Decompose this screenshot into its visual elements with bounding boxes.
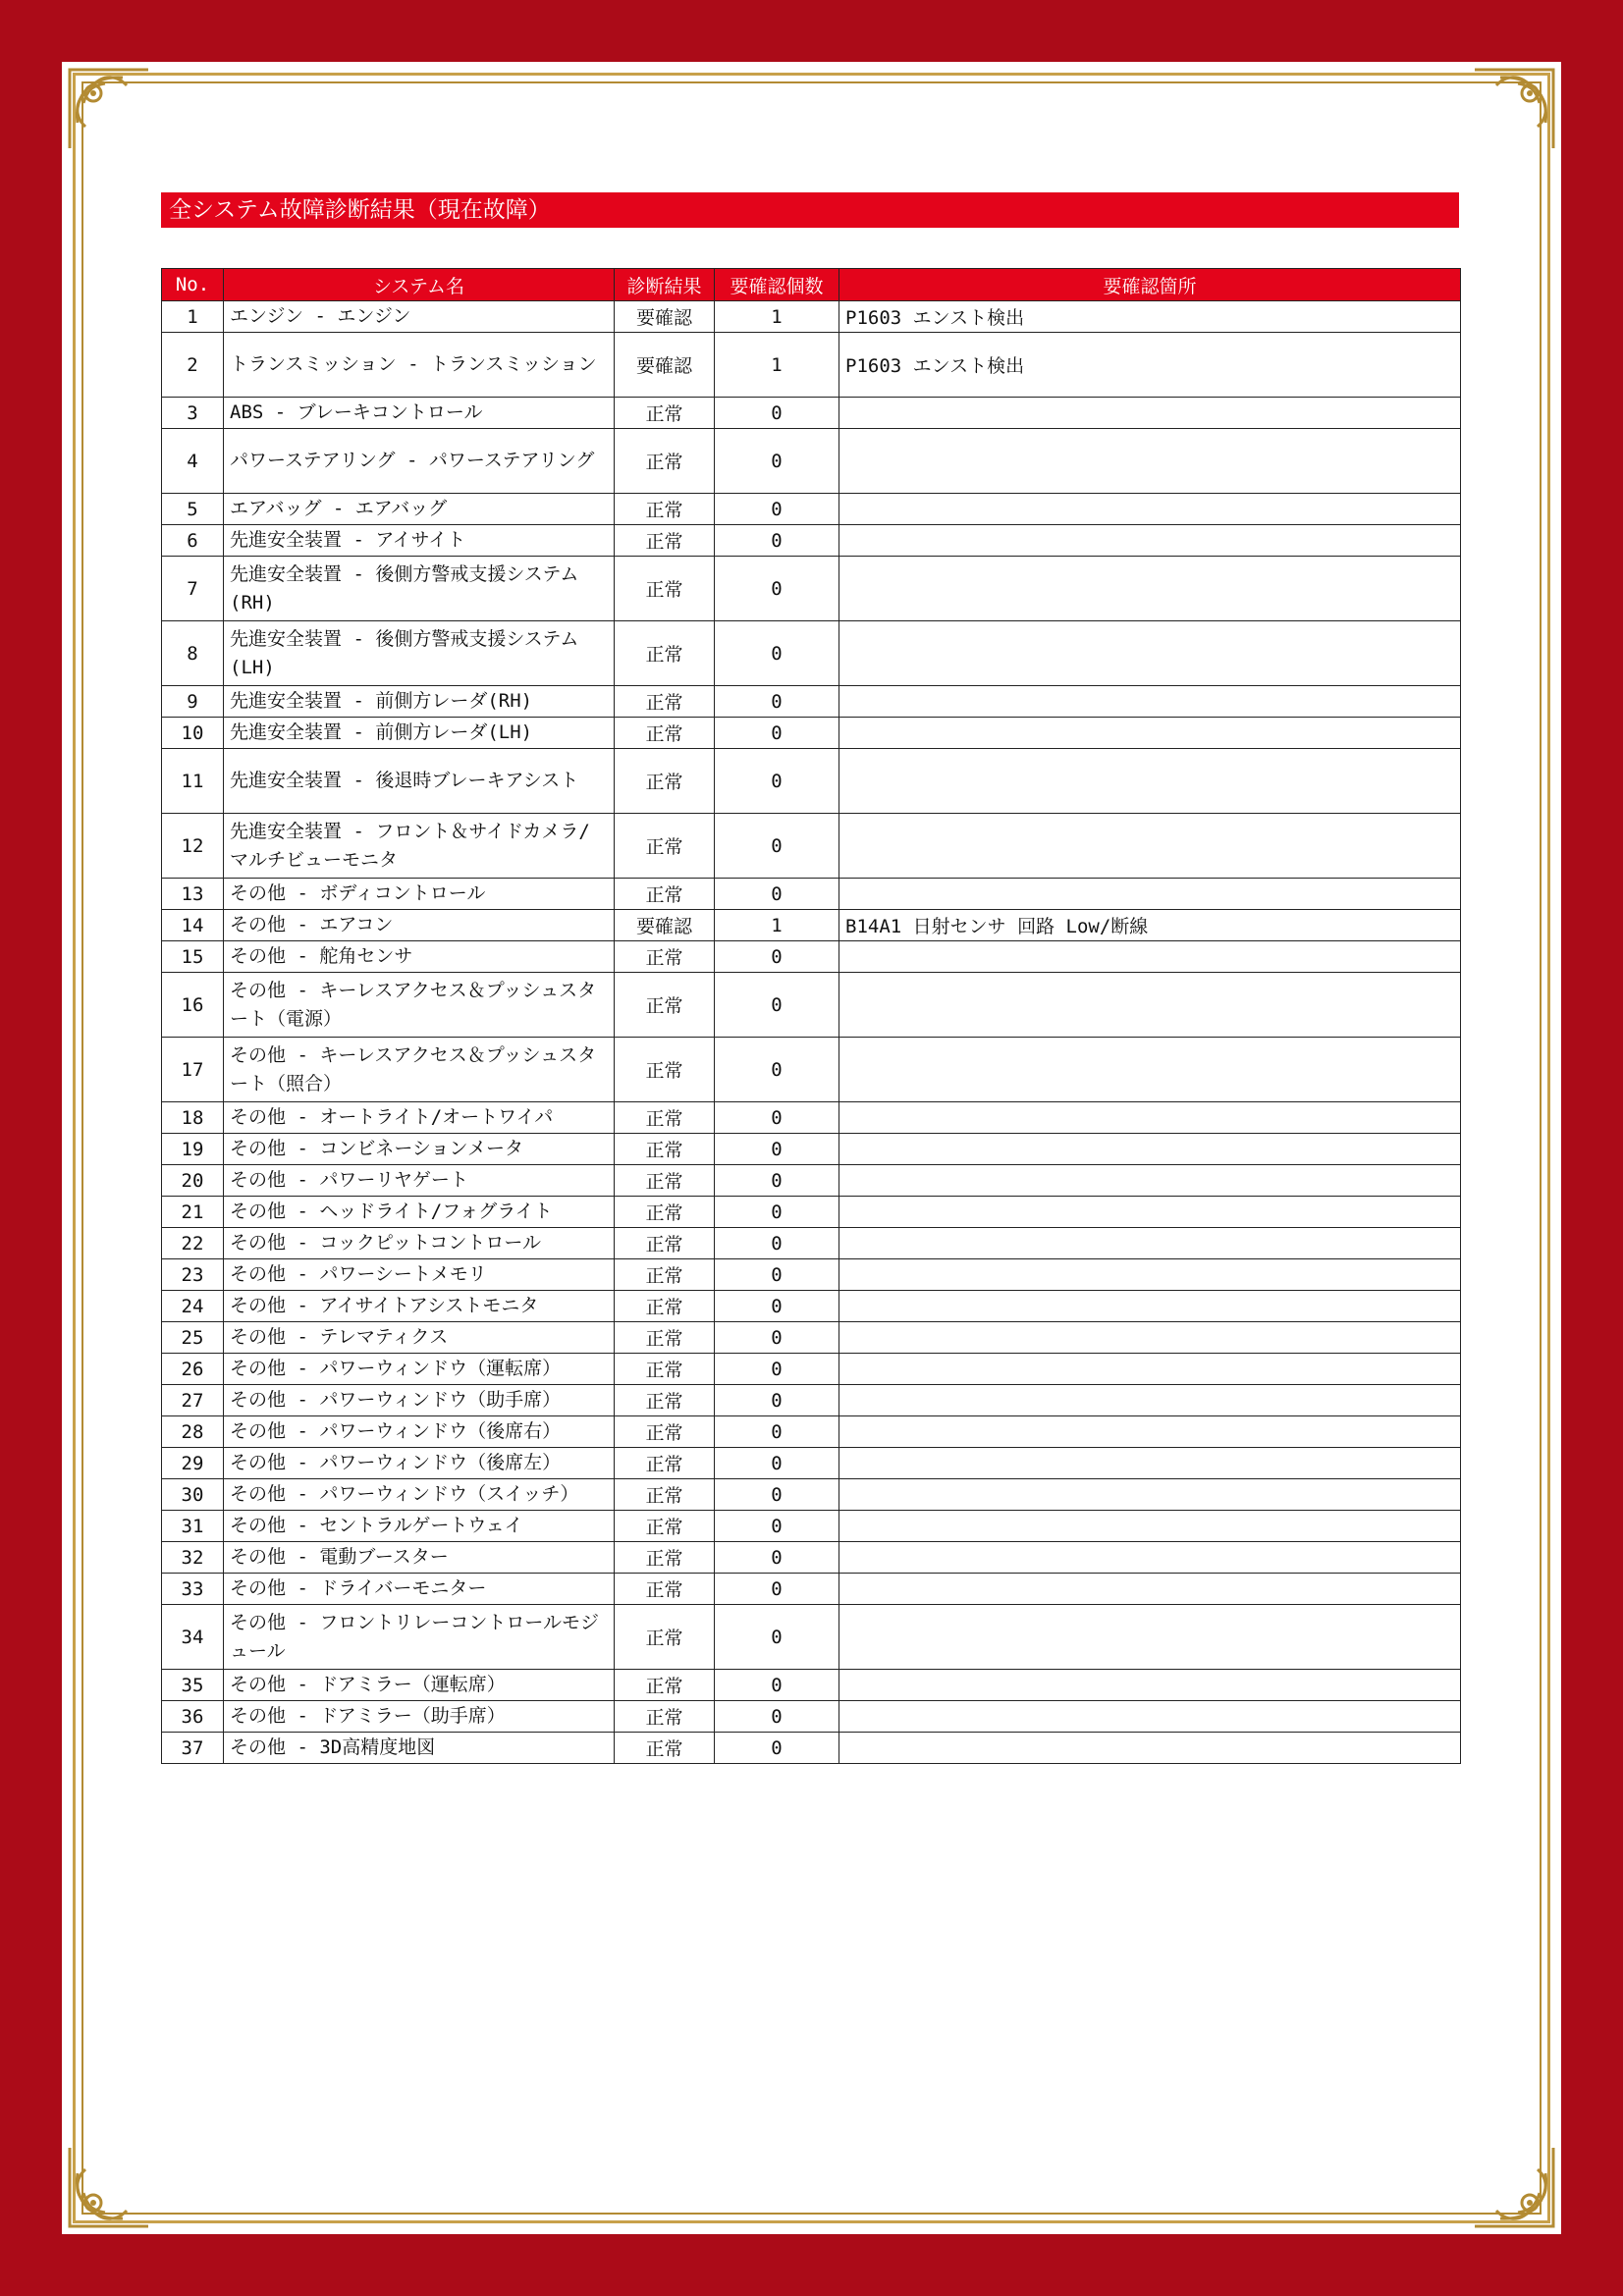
count-cell: 0 bbox=[715, 494, 839, 525]
row-number: 12 bbox=[162, 814, 224, 879]
location-cell bbox=[839, 1197, 1461, 1228]
row-number: 35 bbox=[162, 1670, 224, 1701]
table-row bbox=[162, 1733, 1461, 1764]
row-number: 23 bbox=[162, 1259, 224, 1291]
location-cell bbox=[839, 1733, 1461, 1764]
system-name-cell: 先進安全装置 - 後側方警戒支援システム(LH) bbox=[224, 621, 615, 686]
system-name-cell: エンジン - エンジン bbox=[224, 301, 615, 333]
count-cell: 0 bbox=[715, 1038, 839, 1102]
col-header-no: No. bbox=[162, 269, 224, 301]
result-cell: 正常 bbox=[615, 621, 715, 686]
result-cell: 正常 bbox=[615, 1228, 715, 1259]
table-header-row bbox=[162, 269, 1461, 301]
location-cell bbox=[839, 494, 1461, 525]
row-number: 3 bbox=[162, 398, 224, 429]
row-number: 13 bbox=[162, 879, 224, 910]
location-cell bbox=[839, 429, 1461, 494]
row-number: 21 bbox=[162, 1197, 224, 1228]
table-row bbox=[162, 686, 1461, 718]
location-cell: B14A1 日射センサ 回路 Low/断線 bbox=[839, 910, 1461, 941]
row-number: 28 bbox=[162, 1416, 224, 1448]
result-cell: 正常 bbox=[615, 1134, 715, 1165]
system-name-cell: ABS - ブレーキコントロール bbox=[224, 398, 615, 429]
row-number: 19 bbox=[162, 1134, 224, 1165]
result-cell: 正常 bbox=[615, 1542, 715, 1574]
system-name-cell: その他 - 電動ブースター bbox=[224, 1542, 615, 1574]
table-row bbox=[162, 814, 1461, 879]
location-cell: P1603 エンスト検出 bbox=[839, 333, 1461, 398]
table-row bbox=[162, 1134, 1461, 1165]
count-cell: 0 bbox=[715, 814, 839, 879]
table-row bbox=[162, 398, 1461, 429]
table-row bbox=[162, 1165, 1461, 1197]
result-cell: 正常 bbox=[615, 525, 715, 557]
count-cell: 0 bbox=[715, 1102, 839, 1134]
count-cell: 0 bbox=[715, 1605, 839, 1670]
location-cell bbox=[839, 686, 1461, 718]
location-cell: P1603 エンスト検出 bbox=[839, 301, 1461, 333]
table-row bbox=[162, 1291, 1461, 1322]
system-name-cell: その他 - ドライバーモニター bbox=[224, 1574, 615, 1605]
table-row bbox=[162, 749, 1461, 814]
corner-ornament-icon bbox=[1469, 64, 1559, 154]
location-cell bbox=[839, 1416, 1461, 1448]
location-cell bbox=[839, 814, 1461, 879]
system-name-cell: その他 - オートライト/オートワイパ bbox=[224, 1102, 615, 1134]
table-row bbox=[162, 1542, 1461, 1574]
location-cell bbox=[839, 1605, 1461, 1670]
count-cell: 0 bbox=[715, 1448, 839, 1479]
row-number: 11 bbox=[162, 749, 224, 814]
col-header-result: 診断結果 bbox=[615, 269, 715, 301]
location-cell bbox=[839, 1448, 1461, 1479]
count-cell: 0 bbox=[715, 1511, 839, 1542]
count-cell: 0 bbox=[715, 1670, 839, 1701]
table-row bbox=[162, 718, 1461, 749]
system-name-cell: その他 - ドアミラー（助手席） bbox=[224, 1701, 615, 1733]
row-number: 7 bbox=[162, 557, 224, 621]
count-cell: 0 bbox=[715, 1165, 839, 1197]
result-cell: 正常 bbox=[615, 1259, 715, 1291]
row-number: 20 bbox=[162, 1165, 224, 1197]
table-row bbox=[162, 301, 1461, 333]
system-name-cell: その他 - パワーシートメモリ bbox=[224, 1259, 615, 1291]
row-number: 24 bbox=[162, 1291, 224, 1322]
table-row bbox=[162, 1574, 1461, 1605]
result-cell: 正常 bbox=[615, 398, 715, 429]
result-cell: 正常 bbox=[615, 1605, 715, 1670]
system-name-cell: その他 - エアコン bbox=[224, 910, 615, 941]
result-cell: 正常 bbox=[615, 749, 715, 814]
count-cell: 0 bbox=[715, 1228, 839, 1259]
table-row bbox=[162, 1197, 1461, 1228]
result-cell: 正常 bbox=[615, 1416, 715, 1448]
system-name-cell: その他 - パワーウィンドウ（スイッチ） bbox=[224, 1479, 615, 1511]
row-number: 25 bbox=[162, 1322, 224, 1354]
result-cell: 正常 bbox=[615, 686, 715, 718]
row-number: 9 bbox=[162, 686, 224, 718]
count-cell: 0 bbox=[715, 941, 839, 973]
location-cell bbox=[839, 1354, 1461, 1385]
location-cell bbox=[839, 525, 1461, 557]
row-number: 16 bbox=[162, 973, 224, 1038]
count-cell: 0 bbox=[715, 621, 839, 686]
table-row bbox=[162, 1511, 1461, 1542]
row-number: 8 bbox=[162, 621, 224, 686]
result-cell: 正常 bbox=[615, 1354, 715, 1385]
row-number: 10 bbox=[162, 718, 224, 749]
table-row bbox=[162, 1448, 1461, 1479]
result-cell: 要確認 bbox=[615, 910, 715, 941]
col-header-count: 要確認個数 bbox=[715, 269, 839, 301]
result-cell: 正常 bbox=[615, 1322, 715, 1354]
row-number: 1 bbox=[162, 301, 224, 333]
table-row bbox=[162, 1605, 1461, 1670]
system-name-cell: その他 - パワーリヤゲート bbox=[224, 1165, 615, 1197]
system-name-cell: エアバッグ - エアバッグ bbox=[224, 494, 615, 525]
row-number: 22 bbox=[162, 1228, 224, 1259]
result-cell: 正常 bbox=[615, 973, 715, 1038]
table-row bbox=[162, 1416, 1461, 1448]
system-name-cell: その他 - アイサイトアシストモニタ bbox=[224, 1291, 615, 1322]
count-cell: 0 bbox=[715, 1733, 839, 1764]
location-cell bbox=[839, 1038, 1461, 1102]
system-name-cell: その他 - テレマティクス bbox=[224, 1322, 615, 1354]
count-cell: 1 bbox=[715, 301, 839, 333]
result-cell: 正常 bbox=[615, 1197, 715, 1228]
location-cell bbox=[839, 1670, 1461, 1701]
system-name-cell: その他 - 3D高精度地図 bbox=[224, 1733, 615, 1764]
location-cell bbox=[839, 1479, 1461, 1511]
system-name-cell: その他 - キーレスアクセス＆プッシュスタート（電源） bbox=[224, 973, 615, 1038]
row-number: 5 bbox=[162, 494, 224, 525]
location-cell bbox=[839, 1574, 1461, 1605]
location-cell bbox=[839, 941, 1461, 973]
table-row bbox=[162, 973, 1461, 1038]
row-number: 34 bbox=[162, 1605, 224, 1670]
table-row bbox=[162, 1479, 1461, 1511]
system-name-cell: 先進安全装置 - フロント＆サイドカメラ/マルチビューモニタ bbox=[224, 814, 615, 879]
count-cell: 0 bbox=[715, 973, 839, 1038]
location-cell bbox=[839, 1291, 1461, 1322]
table-row bbox=[162, 1385, 1461, 1416]
location-cell bbox=[839, 879, 1461, 910]
result-cell: 正常 bbox=[615, 1291, 715, 1322]
location-cell bbox=[839, 398, 1461, 429]
result-cell: 正常 bbox=[615, 941, 715, 973]
system-name-cell: パワーステアリング - パワーステアリング bbox=[224, 429, 615, 494]
system-name-cell: その他 - パワーウィンドウ（助手席） bbox=[224, 1385, 615, 1416]
result-cell: 正常 bbox=[615, 1701, 715, 1733]
table-row bbox=[162, 494, 1461, 525]
location-cell bbox=[839, 1511, 1461, 1542]
location-cell bbox=[839, 1542, 1461, 1574]
row-number: 2 bbox=[162, 333, 224, 398]
col-header-system-name: システム名 bbox=[224, 269, 615, 301]
corner-ornament-icon bbox=[64, 64, 154, 154]
count-cell: 0 bbox=[715, 718, 839, 749]
result-cell: 正常 bbox=[615, 1448, 715, 1479]
system-name-cell: トランスミッション - トランスミッション bbox=[224, 333, 615, 398]
count-cell: 0 bbox=[715, 1197, 839, 1228]
system-name-cell: その他 - セントラルゲートウェイ bbox=[224, 1511, 615, 1542]
count-cell: 0 bbox=[715, 1322, 839, 1354]
row-number: 33 bbox=[162, 1574, 224, 1605]
result-cell: 正常 bbox=[615, 1511, 715, 1542]
result-cell: 正常 bbox=[615, 1670, 715, 1701]
row-number: 18 bbox=[162, 1102, 224, 1134]
location-cell bbox=[839, 1259, 1461, 1291]
table-row bbox=[162, 557, 1461, 621]
system-name-cell: その他 - 舵角センサ bbox=[224, 941, 615, 973]
diagnosis-table bbox=[161, 268, 1461, 1764]
row-number: 37 bbox=[162, 1733, 224, 1764]
corner-ornament-icon bbox=[64, 2142, 154, 2232]
result-cell: 正常 bbox=[615, 1038, 715, 1102]
system-name-cell: 先進安全装置 - 後退時ブレーキアシスト bbox=[224, 749, 615, 814]
table-row bbox=[162, 1670, 1461, 1701]
count-cell: 0 bbox=[715, 429, 839, 494]
result-cell: 正常 bbox=[615, 1165, 715, 1197]
count-cell: 0 bbox=[715, 398, 839, 429]
count-cell: 0 bbox=[715, 879, 839, 910]
count-cell: 0 bbox=[715, 1574, 839, 1605]
table-row bbox=[162, 941, 1461, 973]
location-cell bbox=[839, 1102, 1461, 1134]
table-row bbox=[162, 333, 1461, 398]
table-row bbox=[162, 1038, 1461, 1102]
count-cell: 0 bbox=[715, 1354, 839, 1385]
location-cell bbox=[839, 1165, 1461, 1197]
table-row bbox=[162, 879, 1461, 910]
table-row bbox=[162, 1259, 1461, 1291]
location-cell bbox=[839, 749, 1461, 814]
count-cell: 0 bbox=[715, 1701, 839, 1733]
count-cell: 0 bbox=[715, 1416, 839, 1448]
system-name-cell: その他 - キーレスアクセス＆プッシュスタート（照合） bbox=[224, 1038, 615, 1102]
table-row bbox=[162, 1102, 1461, 1134]
system-name-cell: その他 - ドアミラー（運転席） bbox=[224, 1670, 615, 1701]
result-cell: 正常 bbox=[615, 814, 715, 879]
result-cell: 要確認 bbox=[615, 333, 715, 398]
count-cell: 0 bbox=[715, 557, 839, 621]
result-cell: 正常 bbox=[615, 494, 715, 525]
report-title: 全システム故障診断結果（現在故障） bbox=[161, 192, 1459, 228]
row-number: 32 bbox=[162, 1542, 224, 1574]
result-cell: 正常 bbox=[615, 1479, 715, 1511]
row-number: 4 bbox=[162, 429, 224, 494]
row-number: 31 bbox=[162, 1511, 224, 1542]
location-cell bbox=[839, 1228, 1461, 1259]
table-row bbox=[162, 621, 1461, 686]
location-cell bbox=[839, 1385, 1461, 1416]
corner-ornament-icon bbox=[1469, 2142, 1559, 2232]
row-number: 26 bbox=[162, 1354, 224, 1385]
location-cell bbox=[839, 557, 1461, 621]
row-number: 17 bbox=[162, 1038, 224, 1102]
row-number: 29 bbox=[162, 1448, 224, 1479]
location-cell bbox=[839, 1134, 1461, 1165]
system-name-cell: 先進安全装置 - 後側方警戒支援システム(RH) bbox=[224, 557, 615, 621]
system-name-cell: その他 - フロントリレーコントロールモジュール bbox=[224, 1605, 615, 1670]
system-name-cell: 先進安全装置 - 前側方レーダ(LH) bbox=[224, 718, 615, 749]
result-cell: 正常 bbox=[615, 879, 715, 910]
location-cell bbox=[839, 1701, 1461, 1733]
row-number: 36 bbox=[162, 1701, 224, 1733]
system-name-cell: 先進安全装置 - 前側方レーダ(RH) bbox=[224, 686, 615, 718]
result-cell: 正常 bbox=[615, 1574, 715, 1605]
row-number: 14 bbox=[162, 910, 224, 941]
location-cell bbox=[839, 1322, 1461, 1354]
table-row bbox=[162, 1322, 1461, 1354]
row-number: 6 bbox=[162, 525, 224, 557]
location-cell bbox=[839, 973, 1461, 1038]
count-cell: 1 bbox=[715, 333, 839, 398]
count-cell: 0 bbox=[715, 1134, 839, 1165]
table-body bbox=[162, 301, 1461, 1764]
system-name-cell: 先進安全装置 - アイサイト bbox=[224, 525, 615, 557]
location-cell bbox=[839, 621, 1461, 686]
system-name-cell: その他 - パワーウィンドウ（後席左） bbox=[224, 1448, 615, 1479]
count-cell: 0 bbox=[715, 1291, 839, 1322]
table-row bbox=[162, 910, 1461, 941]
result-cell: 正常 bbox=[615, 1102, 715, 1134]
count-cell: 0 bbox=[715, 1259, 839, 1291]
count-cell: 0 bbox=[715, 1542, 839, 1574]
system-name-cell: その他 - パワーウィンドウ（運転席） bbox=[224, 1354, 615, 1385]
result-cell: 正常 bbox=[615, 718, 715, 749]
system-name-cell: その他 - コックピットコントロール bbox=[224, 1228, 615, 1259]
count-cell: 0 bbox=[715, 525, 839, 557]
count-cell: 0 bbox=[715, 1385, 839, 1416]
count-cell: 0 bbox=[715, 749, 839, 814]
row-number: 30 bbox=[162, 1479, 224, 1511]
count-cell: 0 bbox=[715, 1479, 839, 1511]
location-cell bbox=[839, 718, 1461, 749]
result-cell: 要確認 bbox=[615, 301, 715, 333]
result-cell: 正常 bbox=[615, 1385, 715, 1416]
system-name-cell: その他 - ボディコントロール bbox=[224, 879, 615, 910]
table-row bbox=[162, 1228, 1461, 1259]
result-cell: 正常 bbox=[615, 557, 715, 621]
result-cell: 正常 bbox=[615, 1733, 715, 1764]
table-row bbox=[162, 1701, 1461, 1733]
count-cell: 0 bbox=[715, 686, 839, 718]
col-header-location: 要確認箇所 bbox=[839, 269, 1461, 301]
table-row bbox=[162, 525, 1461, 557]
count-cell: 1 bbox=[715, 910, 839, 941]
row-number: 15 bbox=[162, 941, 224, 973]
system-name-cell: その他 - コンビネーションメータ bbox=[224, 1134, 615, 1165]
table-row bbox=[162, 1354, 1461, 1385]
row-number: 27 bbox=[162, 1385, 224, 1416]
system-name-cell: その他 - ヘッドライト/フォグライト bbox=[224, 1197, 615, 1228]
table-row bbox=[162, 429, 1461, 494]
result-cell: 正常 bbox=[615, 429, 715, 494]
system-name-cell: その他 - パワーウィンドウ（後席右） bbox=[224, 1416, 615, 1448]
